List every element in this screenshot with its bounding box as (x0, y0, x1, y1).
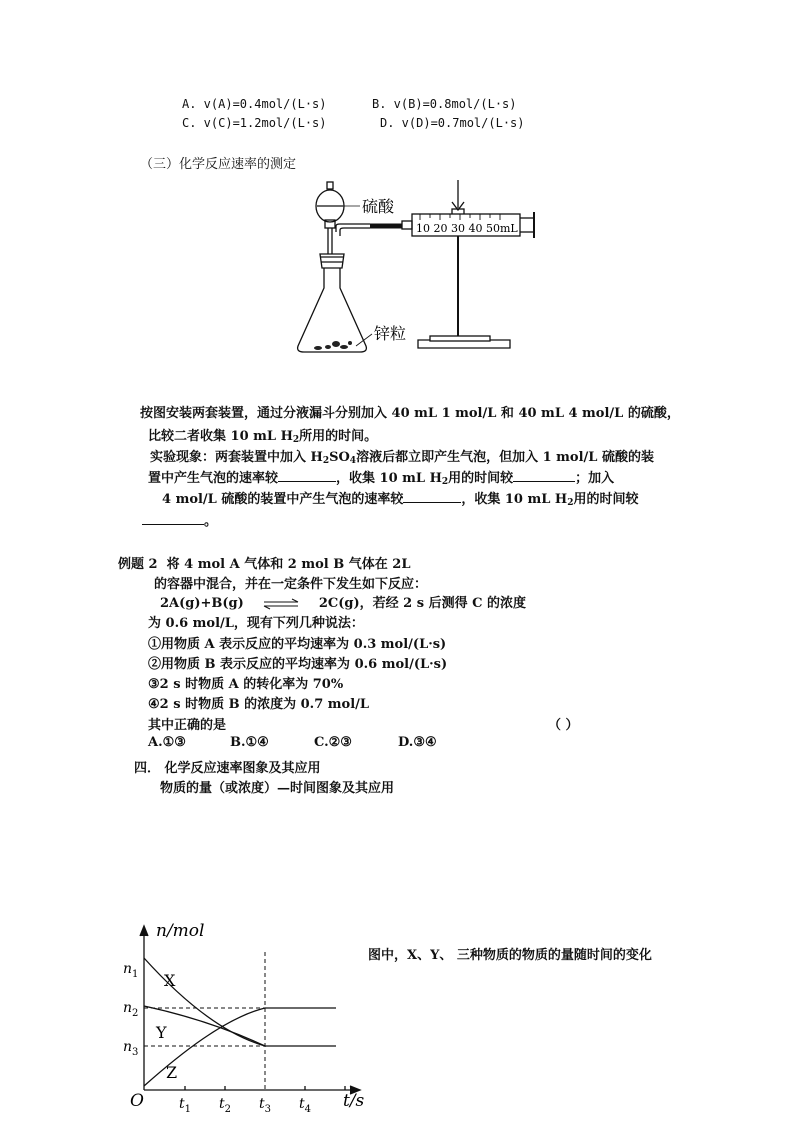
origin-label: O (130, 1091, 144, 1111)
example2-line1: 例题 2 将 4 mol A 气体和 2 mol B 气体在 2L (118, 557, 411, 572)
y-tick-n2: $n_2$ (123, 1000, 139, 1019)
y-axis-arrow-icon (140, 926, 148, 936)
x-tick-t1: $t_1$ (179, 1096, 192, 1114)
example2-line2: 的容器中混合，并在一定条件下发生如下反应： (154, 577, 428, 592)
y-axis-label: n/mol (156, 921, 205, 941)
amount-time-graph (110, 914, 380, 1114)
funnel-stopper (327, 182, 333, 189)
y-tick-n3: $n_3$ (123, 1039, 139, 1058)
x-tick-t2: $t_2$ (219, 1096, 232, 1114)
answer-blank-2[interactable] (513, 469, 575, 482)
x-tick-t3: $t_3$ (259, 1096, 272, 1114)
x-axis-label: t/s (343, 1091, 365, 1111)
statement-2: ②用物质 B 表示反应的平均速率为 0.6 mol/(L·s) (148, 657, 448, 672)
section3-title: （三）化学反应速率的测定 (140, 157, 297, 172)
option-c: C. v(C)=1.2mol/(L·s) (182, 116, 327, 130)
choice-d: D.③④ (398, 735, 437, 750)
exp-p2-line3: 4 mol/L 硫酸的装置中产生气泡的速率较 ，收集 10 mL $H_2$用的时间较 (162, 492, 639, 508)
option-a: A. v(A)=0.4mol/(L·s) (182, 97, 327, 111)
statement-1: ①用物质 A 表示反应的平均速率为 0.3 mol/(L·s) (148, 637, 447, 652)
choice-a: A.①③ (148, 735, 186, 750)
statement-4: ④2 s 时物质 B 的浓度为 0.7 mol/L (148, 697, 370, 712)
example2-line4: 为 0.6 mol/L，现有下列几种说法： (148, 616, 364, 631)
exp-p2-line1: 实验现象：两套装置中加入 $H_2SO_4$溶液后都立即产生气泡，但加入 1 mol/L 硫酸的装 (150, 450, 654, 466)
section4-subtitle: 物质的量（或浓度）—时间图象及其应用 (160, 781, 395, 796)
apparatus-diagram (290, 178, 550, 358)
statement-3: ③2 s 时物质 A 的转化率为 70% (148, 677, 344, 692)
y-tick-n1: $n_1$ (123, 961, 139, 980)
question-prompt: 其中正确的是 (148, 718, 227, 733)
curve-label-x: X (164, 971, 176, 990)
syringe-scale: 10 20 30 40 50mL (416, 222, 518, 235)
answer-blank-3[interactable] (403, 490, 461, 503)
exp-p2-line4: 。 (142, 510, 217, 529)
section4-title: 四． 化学反应速率图象及其应用 (134, 761, 321, 776)
answer-parentheses[interactable]: （ ） (548, 718, 579, 733)
equilibrium-arrow-icon (248, 598, 314, 610)
zinc-label: 锌粒 (374, 324, 407, 343)
answer-blank-4[interactable] (142, 512, 204, 525)
choice-c: C.②③ (314, 735, 352, 750)
choice-b: B.①④ (230, 735, 269, 750)
conical-flask (298, 268, 367, 352)
zinc-granules (314, 341, 352, 350)
rubber-stopper (320, 254, 344, 268)
option-b: B. v(B)=0.8mol/(L·s) (372, 97, 517, 111)
exp-p1-line1: 按图安装两套装置，通过分液漏斗分别加入 40 mL 1 mol/L 和 40 mL 4 mol/L 的硫酸， (140, 406, 680, 421)
x-tick-t4: $t_4$ (299, 1096, 312, 1114)
exp-p2-line2: 置中产生气泡的速率较 ，收集 10 mL $H_2$用的时间较 ；加入 (148, 471, 615, 487)
answer-blank-1[interactable] (278, 469, 336, 482)
acid-label: 硫酸 (362, 197, 395, 216)
option-d: D. v(D)=0.7mol/(L·s) (380, 116, 525, 130)
curve-label-y: Y (156, 1023, 167, 1042)
curve-label-z: Z (166, 1063, 178, 1082)
graph-caption: 图中，X、Y、 三种物质的物质的量随时间的变化 (368, 948, 652, 963)
exp-p1-line2: 比较二者收集 10 mL $H_2$所用的时间。 (148, 429, 378, 445)
example2-equation: 2A(g)+B(g) 2C(g)，若经 2 s 后测得 C 的浓度 (160, 596, 526, 611)
